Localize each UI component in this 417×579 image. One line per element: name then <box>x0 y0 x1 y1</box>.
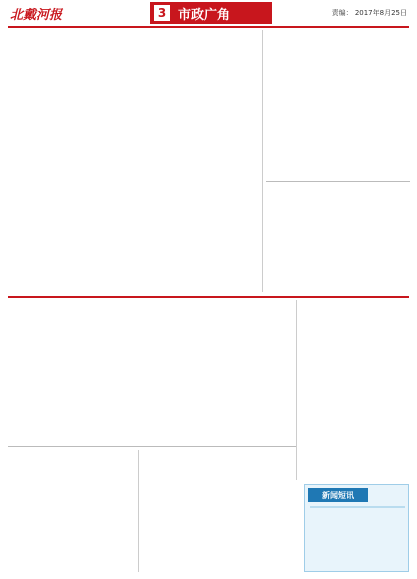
section-divider <box>8 296 409 298</box>
issue-info: 责编： 2017年8月25日 <box>331 9 407 17</box>
news-brief-rule <box>310 506 405 508</box>
article-divider <box>266 181 410 182</box>
article-center-column-2 <box>100 302 198 432</box>
news-brief-body <box>310 510 405 564</box>
article-body <box>266 74 410 172</box>
masthead-divider <box>8 26 409 28</box>
article-body <box>142 452 296 564</box>
article-left-column-2 <box>146 32 214 292</box>
article-center-column-1 <box>8 302 96 432</box>
article-body <box>300 302 382 472</box>
column-divider <box>138 450 139 572</box>
column-divider <box>262 30 263 292</box>
article-body <box>266 205 410 285</box>
article-divider <box>8 446 296 447</box>
article-bottom-column-2 <box>72 452 132 552</box>
section-banner <box>150 2 272 24</box>
article-bottom-column-1 <box>8 452 68 552</box>
section-number: 3 <box>154 5 170 21</box>
news-brief-title: 新闻短讯 <box>308 488 368 502</box>
newspaper-masthead: 北戴河报 <box>10 8 63 23</box>
column-divider <box>296 300 297 480</box>
section-name: 市政广角 <box>178 7 231 23</box>
article-center-column-3 <box>202 302 290 432</box>
article-left-column-1 <box>74 32 142 292</box>
article-left-column-3 <box>218 32 258 292</box>
